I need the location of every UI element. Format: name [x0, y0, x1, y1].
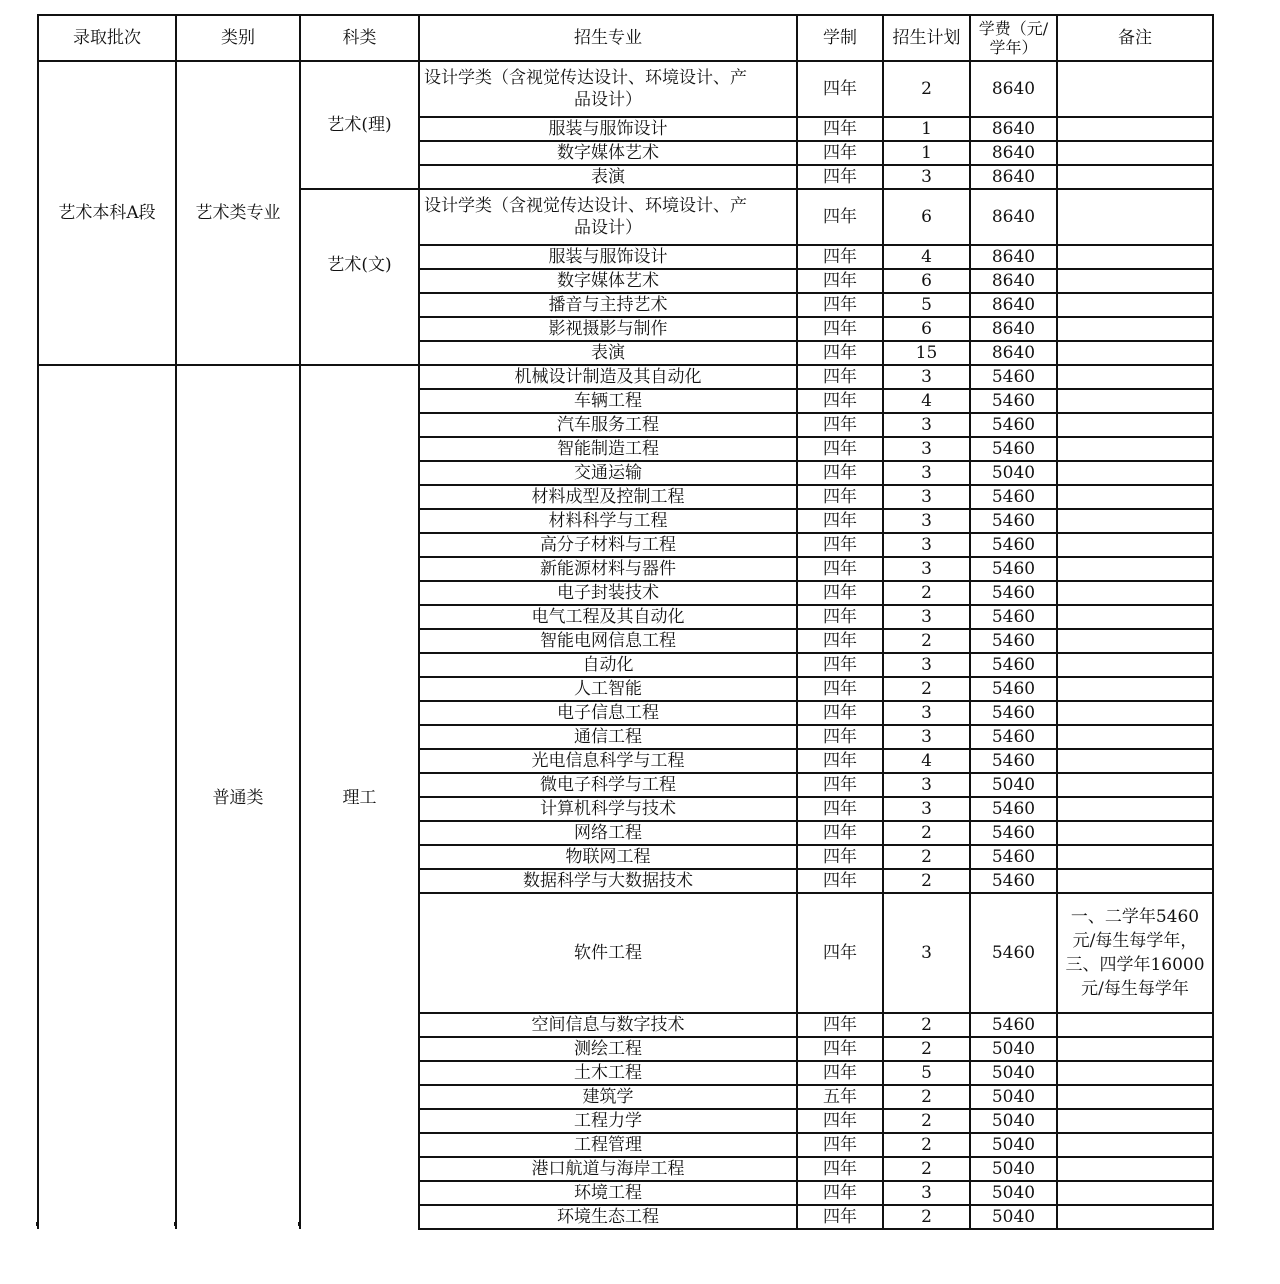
remark-cell — [1057, 485, 1213, 509]
duration-cell: 四年 — [797, 437, 883, 461]
remark-line: 元/每生每学年， — [1072, 931, 1198, 951]
plan-cell: 5 — [883, 1061, 970, 1085]
remark-cell — [1057, 893, 1213, 1013]
plan-cell: 3 — [883, 1181, 970, 1205]
fee-cell: 5460 — [970, 557, 1057, 581]
duration-cell: 四年 — [797, 653, 883, 677]
duration-cell: 四年 — [797, 773, 883, 797]
duration-cell: 四年 — [797, 1013, 883, 1037]
duration-cell: 四年 — [797, 269, 883, 293]
table-body — [38, 61, 1213, 1229]
plan-cell: 3 — [883, 653, 970, 677]
plan-cell: 1 — [883, 117, 970, 141]
fee-cell: 5460 — [970, 701, 1057, 725]
subject-cell: 艺术(理) — [300, 61, 419, 189]
major-cell: 新能源材料与器件 — [419, 557, 797, 581]
fee-cell: 5460 — [970, 653, 1057, 677]
plan-cell: 2 — [883, 629, 970, 653]
fee-cell: 8640 — [970, 317, 1057, 341]
plan-cell: 2 — [883, 61, 970, 117]
duration-cell: 四年 — [797, 293, 883, 317]
major-cell: 电子信息工程 — [419, 701, 797, 725]
admission-plan-table — [37, 14, 1214, 1230]
duration-cell: 四年 — [797, 797, 883, 821]
subject-border-tail — [298, 1222, 300, 1226]
remark-cell — [1057, 557, 1213, 581]
remark-cell — [1057, 653, 1213, 677]
fee-cell: 5040 — [970, 1085, 1057, 1109]
major-cell: 电子封装技术 — [419, 581, 797, 605]
remark-cell — [1057, 605, 1213, 629]
duration-cell: 四年 — [797, 509, 883, 533]
fee-cell: 5460 — [970, 437, 1057, 461]
duration-cell: 四年 — [797, 189, 883, 245]
major-cell: 通信工程 — [419, 725, 797, 749]
plan-cell: 6 — [883, 269, 970, 293]
plan-cell: 4 — [883, 389, 970, 413]
duration-cell: 四年 — [797, 1109, 883, 1133]
major-cell: 交通运输 — [419, 461, 797, 485]
major-line: 品设计） — [574, 218, 642, 238]
major-cell: 土木工程 — [419, 1061, 797, 1085]
major-cell — [419, 189, 797, 245]
major-cell: 软件工程 — [419, 893, 797, 1013]
plan-cell: 3 — [883, 533, 970, 557]
header-plan: 招生计划 — [883, 15, 970, 61]
plan-cell: 4 — [883, 245, 970, 269]
remark-line: 一、二学年5460 — [1070, 907, 1200, 927]
fee-cell: 8640 — [970, 341, 1057, 365]
plan-cell: 1 — [883, 141, 970, 165]
duration-cell: 四年 — [797, 117, 883, 141]
fee-cell: 8640 — [970, 165, 1057, 189]
duration-cell: 四年 — [797, 461, 883, 485]
header-fee: 学费（元/学年） — [970, 15, 1057, 61]
duration-cell: 四年 — [797, 1157, 883, 1181]
fee-cell: 5040 — [970, 1205, 1057, 1229]
duration-cell: 四年 — [797, 821, 883, 845]
fee-cell: 5460 — [970, 629, 1057, 653]
fee-cell: 8640 — [970, 61, 1057, 117]
remark-cell — [1057, 1013, 1213, 1037]
remark-cell — [1057, 1181, 1213, 1205]
fee-cell: 5460 — [970, 677, 1057, 701]
fee-cell: 5040 — [970, 1109, 1057, 1133]
major-cell: 数据科学与大数据技术 — [419, 869, 797, 893]
remark-cell — [1057, 165, 1213, 189]
duration-cell: 四年 — [797, 605, 883, 629]
duration-cell: 四年 — [797, 413, 883, 437]
remark-cell — [1057, 629, 1213, 653]
plan-cell: 2 — [883, 1133, 970, 1157]
duration-cell: 四年 — [797, 581, 883, 605]
major-cell: 车辆工程 — [419, 389, 797, 413]
category-cell: 普通类 — [176, 365, 300, 1229]
duration-cell: 四年 — [797, 341, 883, 365]
major-cell: 光电信息科学与工程 — [419, 749, 797, 773]
duration-cell: 四年 — [797, 1061, 883, 1085]
header-duration: 学制 — [797, 15, 883, 61]
remark-cell — [1057, 141, 1213, 165]
major-cell: 数字媒体艺术 — [419, 141, 797, 165]
major-cell: 工程力学 — [419, 1109, 797, 1133]
remark-cell — [1057, 701, 1213, 725]
fee-cell: 5460 — [970, 581, 1057, 605]
header-category: 类别 — [176, 15, 300, 61]
plan-cell: 3 — [883, 413, 970, 437]
remark-cell — [1057, 773, 1213, 797]
fee-cell: 5040 — [970, 1133, 1057, 1157]
remark-cell — [1057, 1085, 1213, 1109]
remark-cell — [1057, 749, 1213, 773]
major-cell: 服装与服饰设计 — [419, 245, 797, 269]
fee-cell: 5040 — [970, 461, 1057, 485]
category-border-tail — [174, 1222, 176, 1226]
plan-cell: 3 — [883, 165, 970, 189]
header-row — [38, 15, 1213, 61]
remark-cell — [1057, 1157, 1213, 1181]
plan-cell: 6 — [883, 317, 970, 341]
major-cell: 物联网工程 — [419, 845, 797, 869]
remark-cell — [1057, 533, 1213, 557]
remark-cell — [1057, 1109, 1213, 1133]
fee-cell: 5460 — [970, 797, 1057, 821]
fee-cell: 5460 — [970, 893, 1057, 1013]
fee-cell: 8640 — [970, 141, 1057, 165]
fee-cell: 5460 — [970, 485, 1057, 509]
duration-cell: 四年 — [797, 1181, 883, 1205]
fee-cell: 8640 — [970, 189, 1057, 245]
major-cell: 环境生态工程 — [419, 1205, 797, 1229]
plan-cell: 5 — [883, 293, 970, 317]
header-major: 招生专业 — [419, 15, 797, 61]
remark-line: 元/每生每学年 — [1081, 979, 1189, 999]
major-cell: 环境工程 — [419, 1181, 797, 1205]
plan-cell: 3 — [883, 557, 970, 581]
duration-cell: 四年 — [797, 389, 883, 413]
fee-cell: 5460 — [970, 533, 1057, 557]
fee-cell: 8640 — [970, 293, 1057, 317]
duration-cell: 四年 — [797, 61, 883, 117]
remark-cell — [1057, 413, 1213, 437]
duration-cell: 四年 — [797, 677, 883, 701]
remark-cell — [1057, 1037, 1213, 1061]
major-line: 设计学类（含视觉传达设计、环境设计、产 — [424, 68, 747, 88]
batch-cell: 艺术本科A段 — [38, 61, 176, 365]
fee-cell: 5460 — [970, 509, 1057, 533]
major-cell: 表演 — [419, 341, 797, 365]
major-cell: 高分子材料与工程 — [419, 533, 797, 557]
duration-cell: 四年 — [797, 869, 883, 893]
plan-cell: 3 — [883, 725, 970, 749]
major-cell: 表演 — [419, 165, 797, 189]
remark-cell — [1057, 677, 1213, 701]
remark-cell — [1057, 845, 1213, 869]
fee-cell: 5040 — [970, 1061, 1057, 1085]
subject-cell: 理工 — [300, 365, 419, 1229]
major-cell: 计算机科学与技术 — [419, 797, 797, 821]
major-cell: 微电子科学与工程 — [419, 773, 797, 797]
duration-cell: 四年 — [797, 893, 883, 1013]
remark-cell — [1057, 509, 1213, 533]
remark-cell — [1057, 797, 1213, 821]
remark-cell — [1057, 1133, 1213, 1157]
duration-cell: 四年 — [797, 245, 883, 269]
remark-cell — [1057, 437, 1213, 461]
remark-cell — [1057, 389, 1213, 413]
plan-cell: 3 — [883, 485, 970, 509]
remark-cell — [1057, 365, 1213, 389]
plan-cell: 2 — [883, 1037, 970, 1061]
plan-cell: 6 — [883, 189, 970, 245]
duration-cell: 四年 — [797, 1205, 883, 1229]
duration-cell: 四年 — [797, 165, 883, 189]
remark-cell — [1057, 1061, 1213, 1085]
duration-cell: 四年 — [797, 845, 883, 869]
fee-cell: 5460 — [970, 413, 1057, 437]
remark-cell — [1057, 821, 1213, 845]
remark-cell — [1057, 725, 1213, 749]
duration-cell: 五年 — [797, 1085, 883, 1109]
fee-cell: 8640 — [970, 245, 1057, 269]
major-cell: 空间信息与数字技术 — [419, 1013, 797, 1037]
subject-cell: 艺术(文) — [300, 189, 419, 365]
major-cell: 数字媒体艺术 — [419, 269, 797, 293]
major-cell: 网络工程 — [419, 821, 797, 845]
fee-cell: 5460 — [970, 821, 1057, 845]
major-cell: 材料成型及控制工程 — [419, 485, 797, 509]
fee-cell: 5040 — [970, 1157, 1057, 1181]
plan-cell: 3 — [883, 605, 970, 629]
plan-cell: 3 — [883, 365, 970, 389]
batch-cell — [38, 365, 176, 1229]
header-subject: 科类 — [300, 15, 419, 61]
fee-cell: 5460 — [970, 869, 1057, 893]
major-cell: 港口航道与海岸工程 — [419, 1157, 797, 1181]
table-row — [38, 61, 1213, 117]
plan-cell: 2 — [883, 869, 970, 893]
fee-cell: 5460 — [970, 749, 1057, 773]
fee-cell: 5460 — [970, 1013, 1057, 1037]
remark-cell — [1057, 581, 1213, 605]
major-cell: 人工智能 — [419, 677, 797, 701]
plan-cell: 3 — [883, 773, 970, 797]
plan-cell: 2 — [883, 581, 970, 605]
plan-cell: 4 — [883, 749, 970, 773]
duration-cell: 四年 — [797, 533, 883, 557]
major-cell: 影视摄影与制作 — [419, 317, 797, 341]
major-cell: 播音与主持艺术 — [419, 293, 797, 317]
fee-cell: 8640 — [970, 269, 1057, 293]
fee-cell: 5040 — [970, 1181, 1057, 1205]
major-cell: 电气工程及其自动化 — [419, 605, 797, 629]
fee-cell: 5460 — [970, 365, 1057, 389]
duration-cell: 四年 — [797, 749, 883, 773]
remark-cell — [1057, 189, 1213, 245]
major-cell: 机械设计制造及其自动化 — [419, 365, 797, 389]
plan-cell: 2 — [883, 1205, 970, 1229]
plan-cell: 2 — [883, 1085, 970, 1109]
fee-cell: 5460 — [970, 605, 1057, 629]
major-cell: 材料科学与工程 — [419, 509, 797, 533]
fee-cell: 5040 — [970, 1037, 1057, 1061]
major-cell: 汽车服务工程 — [419, 413, 797, 437]
remark-cell — [1057, 869, 1213, 893]
plan-cell: 2 — [883, 821, 970, 845]
remark-cell — [1057, 341, 1213, 365]
major-cell: 服装与服饰设计 — [419, 117, 797, 141]
major-line: 品设计） — [574, 90, 642, 110]
duration-cell: 四年 — [797, 365, 883, 389]
fee-cell: 5460 — [970, 389, 1057, 413]
plan-cell: 3 — [883, 461, 970, 485]
remark-line: 三、四学年16000 — [1065, 955, 1205, 975]
plan-cell: 3 — [883, 797, 970, 821]
duration-cell: 四年 — [797, 141, 883, 165]
major-cell: 工程管理 — [419, 1133, 797, 1157]
fee-cell: 5460 — [970, 725, 1057, 749]
remark-cell — [1057, 1205, 1213, 1229]
plan-cell: 15 — [883, 341, 970, 365]
major-line: 设计学类（含视觉传达设计、环境设计、产 — [424, 196, 747, 216]
duration-cell: 四年 — [797, 317, 883, 341]
duration-cell: 四年 — [797, 701, 883, 725]
duration-cell: 四年 — [797, 1037, 883, 1061]
plan-cell: 3 — [883, 509, 970, 533]
major-cell: 测绘工程 — [419, 1037, 797, 1061]
major-cell: 自动化 — [419, 653, 797, 677]
fee-cell: 5040 — [970, 773, 1057, 797]
fee-cell: 5460 — [970, 845, 1057, 869]
header-remark: 备注 — [1057, 15, 1213, 61]
plan-cell: 2 — [883, 845, 970, 869]
table-row — [38, 365, 1213, 389]
remark-cell — [1057, 461, 1213, 485]
remark-cell — [1057, 269, 1213, 293]
plan-cell: 3 — [883, 893, 970, 1013]
plan-cell: 3 — [883, 437, 970, 461]
major-cell — [419, 61, 797, 117]
plan-cell: 2 — [883, 1109, 970, 1133]
plan-cell: 3 — [883, 701, 970, 725]
duration-cell: 四年 — [797, 485, 883, 509]
remark-cell — [1057, 245, 1213, 269]
fee-cell: 8640 — [970, 117, 1057, 141]
plan-cell: 2 — [883, 1157, 970, 1181]
plan-cell: 2 — [883, 1013, 970, 1037]
remark-cell — [1057, 317, 1213, 341]
major-cell: 建筑学 — [419, 1085, 797, 1109]
duration-cell: 四年 — [797, 725, 883, 749]
major-cell: 智能电网信息工程 — [419, 629, 797, 653]
duration-cell: 四年 — [797, 1133, 883, 1157]
left-border-tail — [36, 1222, 38, 1226]
remark-cell — [1057, 61, 1213, 117]
major-cell: 智能制造工程 — [419, 437, 797, 461]
remark-cell — [1057, 117, 1213, 141]
duration-cell: 四年 — [797, 557, 883, 581]
category-cell: 艺术类专业 — [176, 61, 300, 365]
duration-cell: 四年 — [797, 629, 883, 653]
remark-cell — [1057, 293, 1213, 317]
header-batch: 录取批次 — [38, 15, 176, 61]
plan-cell: 2 — [883, 677, 970, 701]
